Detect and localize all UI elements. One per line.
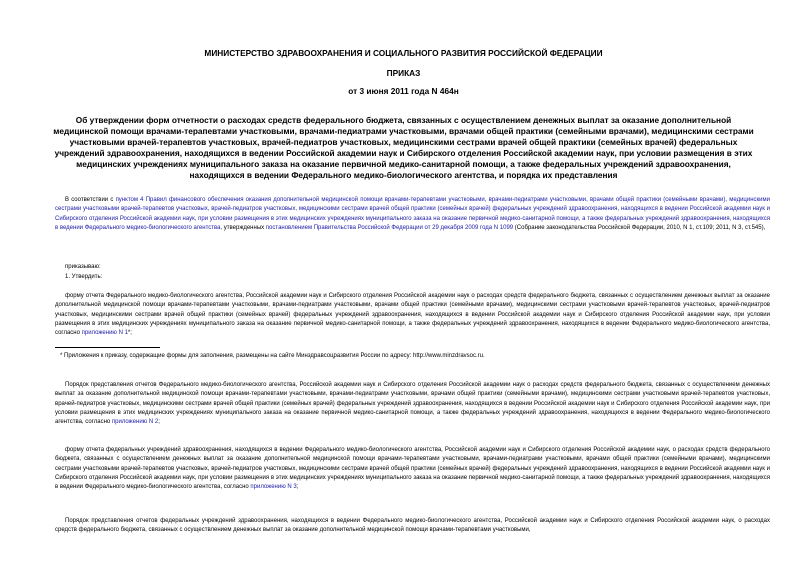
preamble-prefix: В соответствии с xyxy=(65,197,116,203)
resolution-link[interactable]: постановлением Правительства Российской Федерации от 29 декабря 2009 года N 1099 xyxy=(265,224,514,231)
appendix-3-link[interactable]: приложению N 3 xyxy=(250,484,297,491)
preamble-suffix: (Собрание законодательства Российской Федерации, 2010, N 1, ст.109; 2011, N 3, ст.545), xyxy=(513,224,766,231)
document-date: от 3 июня 2011 года N 464н xyxy=(348,86,459,96)
procedure1-text: Порядок представления отчетов Федерального медико-биологического агентства, Российской академии наук и Сибирского отделения Российской академии наук о расходах средств федерального бюджета, связанных с осуществлением денежных выплат за оказание дополнительной медицинской помощи врачами-терапевтами участковыми, врачами-педиатрами участковыми, врачами общей практики (семейными врачами), медицинскими сестрами участковыми врачей-терапевтов участковых, врачей-педиатров участковых, медицинскими сестрами врачей общей практики (семейных врачей) федеральных учреждений здравоохранения, находящихся в ведении Российской академии наук и Сибирского отделения Российской академии наук, при условии размещения в этих медицинских учреждениях муниципального заказа на оказание первичной медико-санитарной помощи, а также федеральных учреждений здравоохранения, находящихся в ведении Федерального медико-биологического агентства, согласно xyxy=(55,382,770,426)
appendix-2-link[interactable]: приложению N 2 xyxy=(111,419,159,426)
rules-link[interactable]: пунктом 4 Правил финансового обеспечения оказания дополнительной медицинской помощи врачами-терапевтами участковыми, врачами-педиатрами участковыми, врачами общей практики (семейными врачами), медицинскими сестрами участковыми врачей-терапевтов участковых, врачей-педиатров участковых, медицинскими сестрами врачей общей практики (семейных врачей) федеральных учреждений здравоохранения, находящихся в ведении Российской академии наук и Сибирского отделения Российской академии наук, при условии размещения в этих медицинских учреждениях муниципального заказа на оказание первичной медико-санитарной помощи, а также федеральных учреждений здравоохранения, находящихся в ведении Федерального медико-биологического агентства, xyxy=(55,197,770,231)
procedure1-tail: ; xyxy=(158,419,160,426)
preamble-paragraph xyxy=(55,196,770,233)
preamble-middle: утвержденных xyxy=(222,224,266,231)
procedure2-paragraph xyxy=(55,517,770,536)
form2-paragraph xyxy=(55,446,770,492)
order-word: приказываю: xyxy=(65,264,101,270)
procedure1-paragraph xyxy=(55,381,770,427)
item-1: 1. Утвердить: xyxy=(65,274,103,280)
form1-tail: *; xyxy=(127,330,132,337)
footnote-divider xyxy=(55,347,160,348)
document-type: ПРИКАЗ xyxy=(386,68,421,78)
document-title: Об утверждении форм отчетности о расходах средств федерального бюджета, связанных с осуществлением денежных выплат за оказание дополнительной медицинской помощи врачами-терапевтами участковыми, врачами-педиатрами участковыми, врачами общей практики (семейными врачами), медицинскими сестрами участковыми врачей-терапевтов участковых, врачей-педиатров участковых, медицинскими сестрами врачей общей практики (семейных врачей) федеральных учреждений здравоохранения, находящихся в ведении Российской академии наук и Сибирского отделения Российской академии наук, при условии размещения в этих медицинских учреждениях муниципального заказа на оказание первичной медико-санитарной помощи, а также федеральных учреждений здравоохранения, находящихся в ведении Федерального медико-биологического агентства, и порядка их представления xyxy=(53,115,754,181)
procedure2-text: Порядок представления отчетов федеральных учреждений здравоохранения, находящихся в ведении Федерального медико-биологического агентства, Российской академии наук и Сибирского отделения Российской академии наук, о расходах средств федерального бюджета, связанных с осуществлением денежных выплат за оказание дополнительной медицинской помощи врачами-терапевтами участковыми, xyxy=(55,518,770,534)
form2-tail: ; xyxy=(296,484,299,491)
footnote: * Приложения к приказу, содержащие формы для заполнения, размещены на сайте Минздравсоцразвития России по адресу: http://www.minzdravsoc.ru. xyxy=(60,353,485,359)
form1-paragraph xyxy=(55,292,770,338)
form2-text: форму отчета федеральных учреждений здравоохранения, находящихся в ведении Федерального медико-биологического агентства, Российской академии наук и Сибирского отделения Российской академии наук, о расходах средств федерального бюджета, связанных с осуществлением денежных выплат за оказание дополнительной медицинской помощи врачами-терапевтами участковыми, врачами-педиатрами участковыми, врачами общей практики (семейными врачами), медицинскими сестрами участковыми врачей-терапевтов участковых, врачей-педиатров участковых, медицинскими сестрами врачей общей практики (семейных врачей) федеральных учреждений здравоохранения, находящихся в ведении Российской академии наук и Сибирского отделения Российской академии наук, при условии размещения в этих медицинских учреждениях муниципального заказа на оказание первичной медико-санитарной помощи, а также федеральных учреждений здравоохранения, находящихся в ведении Федерального медико-биологического агентства, согласно xyxy=(55,447,770,491)
ministry-heading: МИНИСТЕРСТВО ЗДРАВООХРАНЕНИЯ И СОЦИАЛЬНОГО РАЗВИТИЯ РОССИЙСКОЙ ФЕДЕРАЦИИ xyxy=(204,48,603,58)
appendix-1-link[interactable]: приложению N 1 xyxy=(81,330,128,337)
form1-text: форму отчета Федерального медико-биологического агентства, Российской академии наук и Сибирского отделения Российской академии наук о расходах средств федерального бюджета, связанных с осуществлением денежных выплат за оказание дополнительной медицинской помощи врачами-терапевтами участковыми, врачами-педиатрами участковыми, врачами общей практики (семейными врачами), медицинскими сестрами участковыми врачей-терапевтов участковых, врачей-педиатров участковых, медицинскими сестрами врачей общей практики (семейных врачей) федеральных учреждений здравоохранения, находящихся в ведении Российской академии наук и Сибирского отделения Российской академии наук, при условии размещения в этих медицинских учреждениях муниципального заказа на оказание первичной медико-санитарной помощи, а также федеральных учреждений здравоохранения, находящихся в ведении Федерального медико-биологического агентства, согласно xyxy=(55,293,770,337)
